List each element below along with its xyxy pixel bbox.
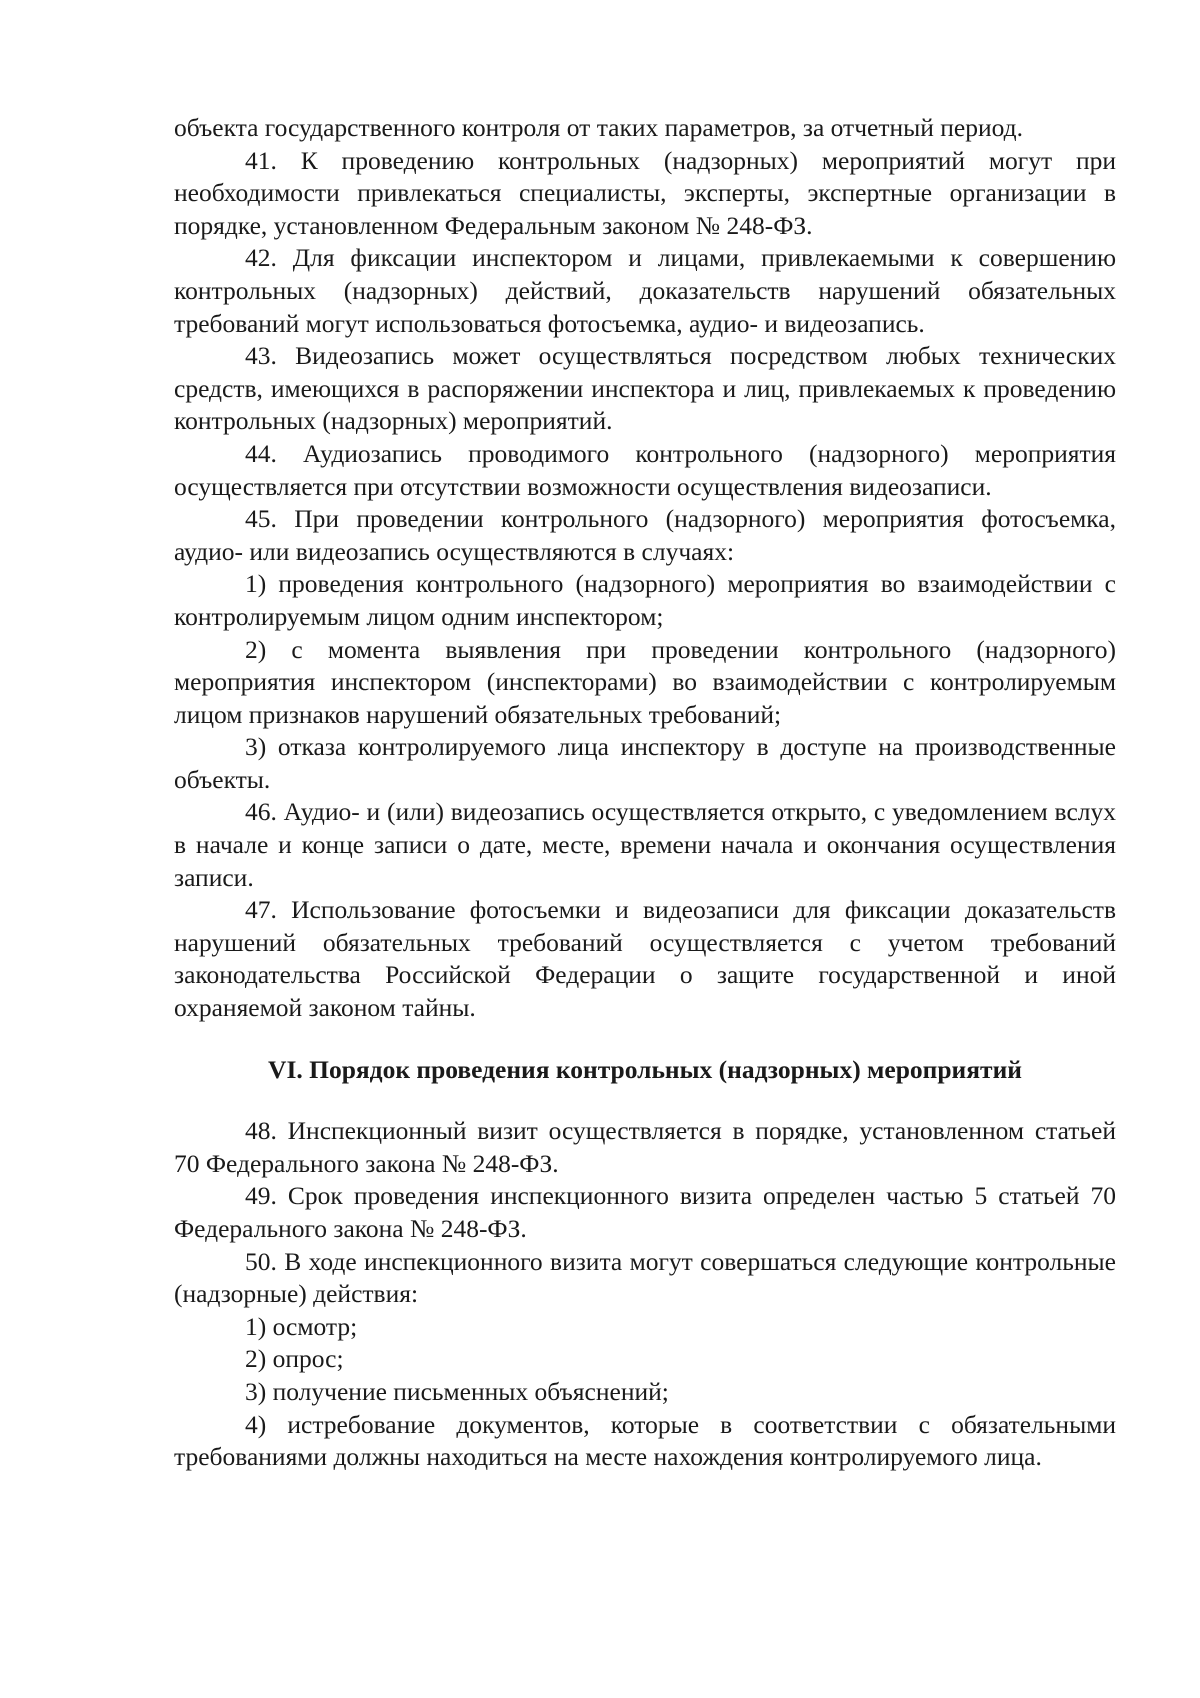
paragraph-45: 45. При проведении контрольного (надзорного) мероприятия фотосъемка, аудио- или видеозапись осуществляются в случаях: xyxy=(174,504,1116,566)
paragraph-46: 46. Аудио- и (или) видеозапись осуществляется открыто, с уведомлением вслух в начале и конце записи о дате, месте, времени начала и окончания осуществления записи. xyxy=(174,797,1116,892)
paragraph-50-item-2: 2) опрос; xyxy=(245,1344,344,1374)
paragraph-45-item-1: 1) проведения контрольного (надзорного) мероприятия во взаимодействии с контролируемым лицом одним инспектором; xyxy=(174,569,1116,631)
paragraph-48: 48. Инспекционный визит осуществляется в порядке, установленном статьей 70 Федерального закона № 248-ФЗ. xyxy=(174,1116,1116,1178)
paragraph-44: 44. Аудиозапись проводимого контрольного (надзорного) мероприятия осуществляется при отсутствии возможности осуществления видеозаписи. xyxy=(174,438,1116,501)
paragraph-43: 43. Видеозапись может осуществляться посредством любых технических средств, имеющихся в распоряжении инспектора и лиц, привлекаемых к проведению контрольных (надзорных) мероприятий. xyxy=(174,341,1116,436)
paragraph-45-item-3: 3) отказа контролируемого лица инспектору в доступе на производственные объекты. xyxy=(174,732,1116,794)
document-page xyxy=(174,112,1116,1474)
paragraph-50-item-3: 3) получение письменных объяснений; xyxy=(245,1376,669,1406)
paragraph-50: 50. В ходе инспекционного визита могут совершаться следующие контрольные (надзорные) действия: xyxy=(174,1246,1116,1309)
paragraph-50-item-1: 1) осмотр; xyxy=(245,1311,358,1341)
paragraph-45-item-2: 2) с момента выявления при проведении контрольного (надзорного) мероприятия инспектором (инспекторами) во взаимодействии с контролируемым лицом признаков нарушений обязательных требований; xyxy=(174,634,1116,729)
paragraph-47: 47. Использование фотосъемки и видеозаписи для фиксации доказательств нарушений обязательных требований осуществляется с учетом требований законодательства Российской Федерации о защите государственной и иной охраняемой законом тайны. xyxy=(174,895,1116,1023)
paragraph-50-item-4: 4) истребование документов, которые в соответствии с обязательными требованиями должны находиться на месте нахождения контролируемого лица. xyxy=(174,1409,1116,1472)
paragraph-49: 49. Срок проведения инспекционного визита определен частью 5 статьей 70 Федерального закона № 248-ФЗ. xyxy=(174,1181,1116,1243)
paragraph-42: 42. Для фиксации инспектором и лицами, привлекаемыми к совершению контрольных (надзорных) действий, доказательств нарушений обязательных требований могут использоваться фотосъемка, аудио- и видеозапись. xyxy=(174,243,1116,338)
paragraph-41: 41. К проведению контрольных (надзорных) мероприятий могут при необходимости привлекаться специалисты, эксперты, экспертные организации в порядке, установленном Федеральным законом № 248-ФЗ. xyxy=(174,145,1116,240)
paragraph-continuation: объекта государственного контроля от таких параметров, за отчетный период. xyxy=(174,113,1024,142)
section-heading: VI. Порядок проведения контрольных (надзорных) мероприятий xyxy=(268,1054,1022,1084)
